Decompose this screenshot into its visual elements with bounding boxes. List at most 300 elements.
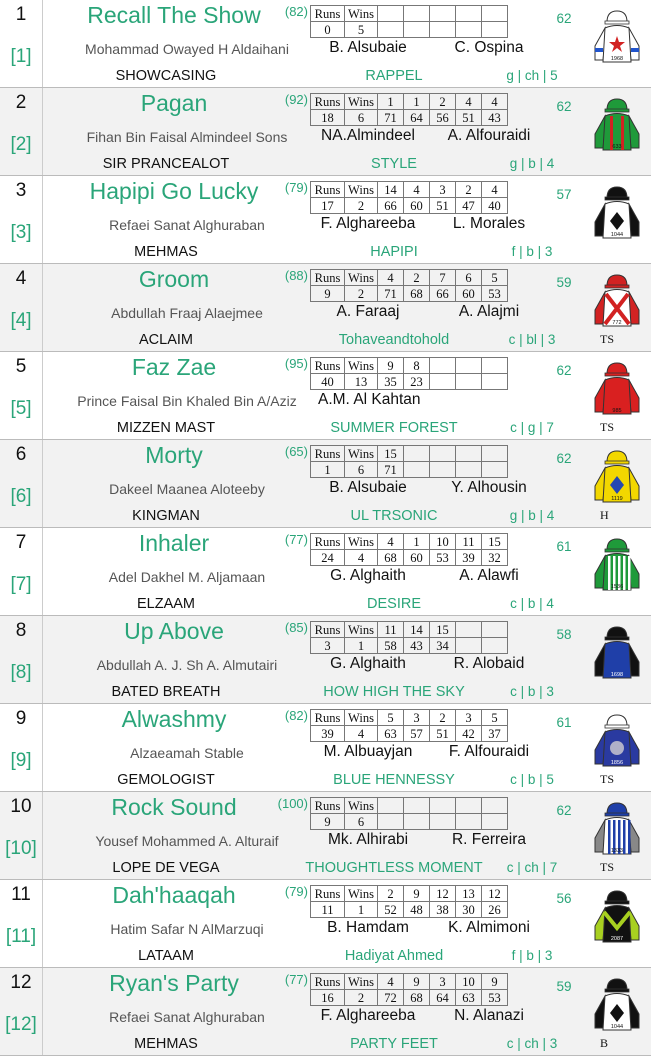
runner-row[interactable] <box>0 440 651 528</box>
jockey-name[interactable]: NA.Almindeel <box>321 127 415 144</box>
form-finish-cell: 12 <box>482 886 508 902</box>
jockey-silk-icon <box>591 8 643 78</box>
wins-value: 4 <box>345 550 378 566</box>
trainer-name[interactable]: K. Almimoni <box>448 919 530 936</box>
weight: 59 <box>556 275 572 290</box>
runner-row[interactable] <box>0 528 651 616</box>
form-rating-cell: 35 <box>378 374 404 390</box>
form-finish-cell: 14 <box>404 622 430 638</box>
form-finish-cell: 4 <box>378 534 404 550</box>
dam-name: UL TRSONIC <box>350 508 438 524</box>
jockey-name[interactable]: G. Alghaith <box>330 655 406 672</box>
runner-row[interactable] <box>0 704 651 792</box>
trainer-name[interactable]: A. Alfouraidi <box>447 127 531 144</box>
wins-value: 4 <box>345 726 378 742</box>
weight: 62 <box>556 99 572 114</box>
form-rating-cell <box>482 638 508 654</box>
form-rating-cell: 34 <box>430 638 456 654</box>
horse-name[interactable]: Up Above <box>124 618 224 644</box>
owner-name: Mohammad Owayed H Aldaihani <box>85 41 289 57</box>
form-finish-cell <box>430 446 456 462</box>
jockey-silk-icon <box>591 536 643 606</box>
runner-row[interactable] <box>0 968 651 1056</box>
form-rating-cell: 58 <box>378 638 404 654</box>
runs-value: 1 <box>311 462 345 478</box>
form-rating-cell <box>430 462 456 478</box>
form-finish-cell: 14 <box>378 182 404 198</box>
weight: 62 <box>556 363 572 378</box>
horse-info: g | ch | 5 <box>506 68 558 83</box>
horse-name[interactable]: Recall The Show <box>87 2 261 28</box>
horse-name[interactable]: Hapipi Go Lucky <box>89 178 259 204</box>
form-finish-cell: 6 <box>456 270 482 286</box>
runs-value: 24 <box>311 550 345 566</box>
form-rating-cell: 71 <box>378 286 404 302</box>
runs-header: Runs <box>311 534 345 550</box>
form-rating-cell: 30 <box>456 902 482 918</box>
wins-value: 6 <box>345 814 378 830</box>
runner-number: 11 <box>11 884 31 905</box>
form-finish-cell <box>482 358 508 374</box>
runs-value: 0 <box>311 22 345 38</box>
horse-rating: (92) <box>284 92 308 107</box>
form-rating-cell <box>404 462 430 478</box>
wins-header: Wins <box>345 622 378 638</box>
wins-header: Wins <box>345 270 378 286</box>
runner-number: 8 <box>15 620 27 641</box>
horse-name[interactable]: Alwashmy <box>121 706 227 732</box>
svg-text:772: 772 <box>612 320 622 326</box>
form-finish-cell: 3 <box>404 710 430 726</box>
form-finish-cell: 15 <box>430 622 456 638</box>
runs-value: 39 <box>311 726 345 742</box>
jockey-name[interactable]: F. Alghareeba <box>320 1007 416 1024</box>
form-rating-cell: 53 <box>482 286 508 302</box>
owner-name: Prince Faisal Bin Khaled Bin A/Aziz <box>77 393 297 409</box>
form-finish-cell <box>404 6 430 22</box>
column-divider <box>42 792 43 879</box>
wins-value: 13 <box>345 374 378 390</box>
form-rating-cell: 66 <box>430 286 456 302</box>
dam-name: SUMMER FOREST <box>330 420 458 436</box>
horse-info: c | g | 7 <box>510 420 554 435</box>
column-divider <box>42 0 43 87</box>
runner-number: 2 <box>15 92 27 113</box>
form-rating-cell <box>482 462 508 478</box>
form-finish-cell: 13 <box>456 886 482 902</box>
column-divider <box>42 176 43 263</box>
form-table <box>310 973 508 1006</box>
form-finish-cell: 2 <box>456 182 482 198</box>
horse-rating: (65) <box>284 444 308 459</box>
trainer-name[interactable]: L. Morales <box>452 215 526 232</box>
runs-value: 16 <box>311 990 345 1006</box>
form-rating-cell <box>482 22 508 38</box>
runs-header: Runs <box>311 886 345 902</box>
weight: 62 <box>556 11 572 26</box>
column-divider <box>42 528 43 615</box>
form-rating-cell: 71 <box>378 462 404 478</box>
sire-name: GEMOLOGIST <box>117 772 215 788</box>
draw-number: [1] <box>10 46 32 67</box>
jockey-name[interactable]: A.M. Al Kahtan <box>318 391 421 408</box>
form-table <box>310 709 508 742</box>
equipment-badge: TS <box>600 420 615 434</box>
runner-row[interactable] <box>0 0 651 88</box>
form-rating-cell <box>456 22 482 38</box>
owner-name: Fihan Bin Faisal Almindeel Sons <box>86 129 288 145</box>
runs-header: Runs <box>311 710 345 726</box>
form-table <box>310 533 508 566</box>
runner-number: 6 <box>15 444 27 465</box>
form-rating-cell: 53 <box>430 550 456 566</box>
runner-number: 9 <box>15 708 27 729</box>
runner-row[interactable] <box>0 264 651 352</box>
runner-row[interactable] <box>0 88 651 176</box>
dam-name: HAPIPI <box>370 244 418 260</box>
form-finish-cell: 2 <box>430 94 456 110</box>
svg-text:1044: 1044 <box>610 1024 624 1030</box>
wins-value: 1 <box>345 902 378 918</box>
form-finish-cell: 4 <box>404 182 430 198</box>
form-rating-cell <box>456 638 482 654</box>
form-finish-cell: 11 <box>456 534 482 550</box>
weight: 61 <box>556 715 572 730</box>
runs-header: Runs <box>311 94 345 110</box>
form-rating-cell: 23 <box>404 374 430 390</box>
jockey-silk-icon <box>591 976 643 1046</box>
draw-number: [2] <box>10 134 32 155</box>
runs-value: 11 <box>311 902 345 918</box>
equipment-badge: TS <box>600 332 615 346</box>
runner-row[interactable] <box>0 792 651 880</box>
form-finish-cell: 3 <box>430 974 456 990</box>
trainer-name[interactable]: R. Alobaid <box>453 655 525 672</box>
sire-name: MEHMAS <box>134 244 198 260</box>
wins-header: Wins <box>345 94 378 110</box>
form-finish-cell: 1 <box>378 94 404 110</box>
trainer-name[interactable]: F. Alfouraidi <box>448 743 530 760</box>
form-finish-cell: 5 <box>482 270 508 286</box>
column-divider <box>42 88 43 175</box>
dam-name: Tohaveandtohold <box>338 332 450 348</box>
jockey-silk-icon <box>591 360 643 430</box>
weight: 56 <box>556 891 572 906</box>
trainer-name[interactable]: C. Ospina <box>454 39 524 56</box>
owner-name: Refaei Sanat Alghuraban <box>109 217 265 233</box>
jockey-silk-icon <box>591 184 643 254</box>
form-finish-cell: 15 <box>482 534 508 550</box>
svg-text:1044: 1044 <box>610 232 624 238</box>
runner-number: 3 <box>15 180 27 201</box>
owner-name: Refaei Sanat Alghuraban <box>109 1009 265 1025</box>
form-finish-cell <box>482 446 508 462</box>
runner-number: 7 <box>15 532 27 553</box>
runs-value: 9 <box>311 814 345 830</box>
sire-name: KINGMAN <box>132 508 200 524</box>
form-rating-cell: 40 <box>482 198 508 214</box>
form-finish-cell: 12 <box>430 886 456 902</box>
runner-number: 1 <box>15 4 27 25</box>
jockey-name[interactable]: G. Alghaith <box>330 567 406 584</box>
horse-rating: (79) <box>284 884 308 899</box>
form-rating-cell <box>378 814 404 830</box>
svg-text:633: 633 <box>612 144 622 150</box>
wins-header: Wins <box>345 6 378 22</box>
form-rating-cell <box>378 22 404 38</box>
dam-name: RAPPEL <box>365 68 423 84</box>
horse-rating: (85) <box>284 620 308 635</box>
horse-info: c | ch | 3 <box>506 1036 558 1051</box>
form-finish-cell <box>482 622 508 638</box>
form-rating-cell <box>404 22 430 38</box>
form-rating-cell <box>482 374 508 390</box>
horse-name[interactable]: Morty <box>145 442 203 468</box>
owner-name: Adel Dakhel M. Aljamaan <box>108 569 266 585</box>
wins-header: Wins <box>345 710 378 726</box>
runner-row[interactable] <box>0 176 651 264</box>
form-finish-cell: 8 <box>404 358 430 374</box>
draw-number: [8] <box>10 662 32 683</box>
form-finish-cell: 5 <box>378 710 404 726</box>
runs-header: Runs <box>311 182 345 198</box>
form-finish-cell: 2 <box>378 886 404 902</box>
wins-value: 2 <box>345 990 378 1006</box>
wins-header: Wins <box>345 974 378 990</box>
runs-header: Runs <box>311 798 345 814</box>
wins-header: Wins <box>345 534 378 550</box>
wins-value: 6 <box>345 110 378 126</box>
horse-name[interactable]: Pagan <box>140 90 208 116</box>
form-finish-cell <box>378 6 404 22</box>
sire-name: BATED BREATH <box>111 684 221 700</box>
sire-name: ACLAIM <box>139 332 193 348</box>
sire-name: LOPE DE VEGA <box>112 860 220 876</box>
horse-info: c | bl | 3 <box>508 332 556 347</box>
horse-name[interactable]: Rock Sound <box>111 794 237 820</box>
runner-number: 12 <box>10 972 32 993</box>
draw-number: [6] <box>10 486 32 507</box>
form-rating-cell <box>482 814 508 830</box>
form-finish-cell <box>456 446 482 462</box>
form-rating-cell <box>430 814 456 830</box>
draw-number: [4] <box>10 310 32 331</box>
form-finish-cell: 11 <box>378 622 404 638</box>
form-finish-cell: 4 <box>378 270 404 286</box>
jockey-silk-icon <box>591 800 643 870</box>
sire-name: ELZAAM <box>136 596 195 612</box>
wins-header: Wins <box>345 446 378 462</box>
draw-number: [10] <box>5 838 37 859</box>
svg-text:1333: 1333 <box>610 848 624 854</box>
form-finish-cell <box>430 6 456 22</box>
dam-name: Hadiyat Ahmed <box>344 948 444 964</box>
form-finish-cell: 1 <box>404 534 430 550</box>
form-finish-cell: 3 <box>430 182 456 198</box>
form-finish-cell: 9 <box>482 974 508 990</box>
sire-name: MIZZEN MAST <box>116 420 216 436</box>
form-rating-cell <box>456 814 482 830</box>
jockey-silk-icon <box>591 624 643 694</box>
jockey-silk-icon <box>591 712 643 782</box>
wins-header: Wins <box>345 182 378 198</box>
form-rating-cell: 43 <box>404 638 430 654</box>
form-finish-cell <box>456 358 482 374</box>
jockey-silk-icon <box>591 272 643 342</box>
wins-value: 6 <box>345 462 378 478</box>
weight: 57 <box>556 187 572 202</box>
horse-name[interactable]: Ryan's Party <box>109 970 239 996</box>
jockey-name[interactable]: F. Alghareeba <box>320 215 416 232</box>
horse-info: f | b | 3 <box>511 948 553 963</box>
dam-name: BLUE HENNESSY <box>333 772 455 788</box>
form-finish-cell: 4 <box>378 974 404 990</box>
form-rating-cell: 51 <box>430 726 456 742</box>
dam-name: THOUGHTLESS MOMENT <box>305 860 483 876</box>
horse-name[interactable]: Groom <box>138 266 210 292</box>
horse-rating: (77) <box>284 972 308 987</box>
form-finish-cell <box>404 446 430 462</box>
wins-value: 2 <box>345 286 378 302</box>
jockey-name[interactable]: B. Alsubaie <box>329 39 407 56</box>
trainer-name[interactable]: Y. Alhousin <box>451 479 527 496</box>
form-table <box>310 93 508 126</box>
trainer-name[interactable]: N. Alanazi <box>454 1007 524 1024</box>
column-divider <box>42 968 43 1055</box>
form-finish-cell <box>482 6 508 22</box>
jockey-silk-icon <box>591 96 643 166</box>
horse-name[interactable]: Faz Zae <box>131 354 217 380</box>
runner-row[interactable] <box>0 880 651 968</box>
form-finish-cell: 15 <box>378 446 404 462</box>
sire-name: MEHMAS <box>134 1036 198 1052</box>
owner-name: Dakeel Maanea Aloteeby <box>109 481 265 497</box>
horse-info: c | b | 3 <box>510 684 554 699</box>
horse-rating: (82) <box>284 708 308 723</box>
form-rating-cell: 72 <box>378 990 404 1006</box>
form-finish-cell: 2 <box>404 270 430 286</box>
form-finish-cell: 10 <box>456 974 482 990</box>
jockey-name[interactable]: A. Faraaj <box>336 303 400 320</box>
dam-name: STYLE <box>371 156 417 172</box>
jockey-name[interactable]: B. Alsubaie <box>329 479 407 496</box>
horse-info: c | b | 4 <box>510 596 554 611</box>
form-rating-cell <box>430 22 456 38</box>
form-rating-cell: 68 <box>378 550 404 566</box>
column-divider <box>42 440 43 527</box>
form-rating-cell <box>456 374 482 390</box>
form-finish-cell <box>404 798 430 814</box>
draw-number: [12] <box>5 1014 37 1035</box>
form-finish-cell: 10 <box>430 534 456 550</box>
sire-name: SIR PRANCEALOT <box>102 156 230 172</box>
svg-text:1119: 1119 <box>611 496 623 502</box>
horse-info: c | ch | 7 <box>506 860 558 875</box>
runs-value: 17 <box>311 198 345 214</box>
draw-number: [9] <box>10 750 32 771</box>
form-table <box>310 621 508 654</box>
form-table <box>310 885 508 918</box>
form-rating-cell: 48 <box>404 902 430 918</box>
form-rating-cell: 66 <box>378 198 404 214</box>
column-divider <box>42 616 43 703</box>
form-rating-cell: 32 <box>482 550 508 566</box>
runs-header: Runs <box>311 270 345 286</box>
form-rating-cell <box>404 814 430 830</box>
trainer-name[interactable]: R. Ferreira <box>451 831 527 848</box>
form-rating-cell: 39 <box>456 550 482 566</box>
equipment-badge: TS <box>600 772 615 786</box>
svg-text:1698: 1698 <box>610 672 624 678</box>
form-finish-cell: 7 <box>430 270 456 286</box>
svg-text:985: 985 <box>612 408 622 414</box>
form-rating-cell: 60 <box>456 286 482 302</box>
svg-text:2087: 2087 <box>610 936 624 942</box>
dam-name: HOW HIGH THE SKY <box>323 684 465 700</box>
form-rating-cell: 56 <box>430 110 456 126</box>
form-rating-cell: 37 <box>482 726 508 742</box>
jockey-name[interactable]: M. Albuayjan <box>323 743 413 760</box>
horse-name[interactable]: Inhaler <box>138 530 210 556</box>
horse-rating: (88) <box>284 268 308 283</box>
runner-row[interactable] <box>0 352 651 440</box>
trainer-name[interactable]: A. Alawfi <box>459 567 519 584</box>
column-divider <box>42 704 43 791</box>
runs-header: Runs <box>311 6 345 22</box>
runner-number: 4 <box>15 268 27 289</box>
draw-number: [5] <box>10 398 32 419</box>
wins-header: Wins <box>345 358 378 374</box>
horse-rating: (79) <box>284 180 308 195</box>
horse-rating: (95) <box>284 356 308 371</box>
form-table <box>310 5 508 38</box>
column-divider <box>42 264 43 351</box>
wins-value: 5 <box>345 22 378 38</box>
horse-info: g | b | 4 <box>509 156 555 171</box>
jockey-name[interactable]: Mk. Alhirabi <box>327 831 409 848</box>
runs-header: Runs <box>311 974 345 990</box>
svg-text:1856: 1856 <box>610 760 624 766</box>
horse-info: g | b | 4 <box>509 508 555 523</box>
weight: 62 <box>556 803 572 818</box>
jockey-silk-icon <box>591 448 643 518</box>
equipment-badge: H <box>600 508 609 522</box>
dam-name: DESIRE <box>367 596 421 612</box>
draw-number: [11] <box>5 926 37 947</box>
form-finish-cell: 4 <box>482 94 508 110</box>
wins-header: Wins <box>345 886 378 902</box>
form-rating-cell: 53 <box>482 990 508 1006</box>
horse-name[interactable]: Dah'haaqah <box>112 882 236 908</box>
column-divider <box>42 880 43 967</box>
form-rating-cell: 52 <box>378 902 404 918</box>
owner-name: Alzaeamah Stable <box>130 745 244 761</box>
horse-rating: (77) <box>284 532 308 547</box>
weight: 59 <box>556 979 572 994</box>
form-finish-cell: 9 <box>404 886 430 902</box>
owner-name: Abdullah Fraaj Alaejmee <box>111 305 263 321</box>
trainer-name[interactable]: A. Alajmi <box>458 303 520 320</box>
form-rating-cell <box>456 462 482 478</box>
form-finish-cell <box>430 798 456 814</box>
svg-text:1536: 1536 <box>610 584 624 590</box>
wins-value: 2 <box>345 198 378 214</box>
jockey-name[interactable]: B. Hamdam <box>327 919 409 936</box>
runs-value: 40 <box>311 374 345 390</box>
form-finish-cell: 2 <box>430 710 456 726</box>
runner-row[interactable] <box>0 616 651 704</box>
form-finish-cell: 5 <box>482 710 508 726</box>
